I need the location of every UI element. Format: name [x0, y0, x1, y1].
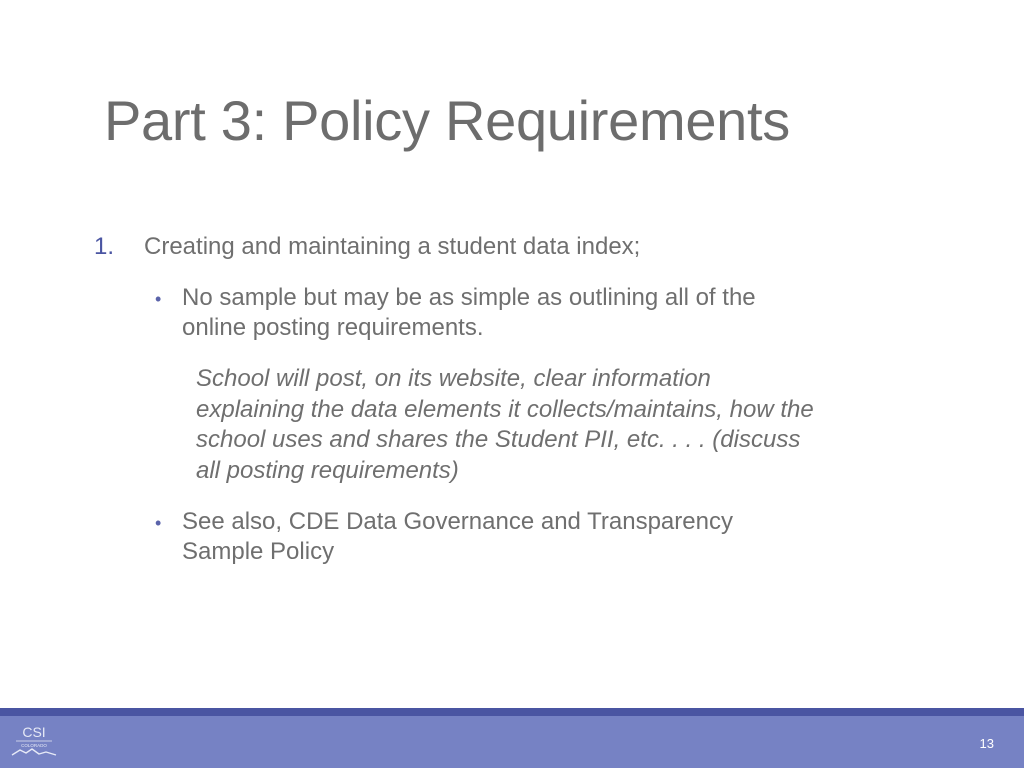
- page-number: 13: [979, 736, 994, 751]
- numbered-item-marker: 1.: [94, 233, 115, 260]
- footer-bar: [0, 716, 1024, 768]
- bullet-line: Sample Policy: [182, 538, 335, 565]
- slide-title: Part 3: Policy Requirements: [104, 89, 790, 152]
- bullet-line: No sample but may be as simple as outlining all of the: [182, 284, 756, 311]
- csi-logo-icon: [10, 722, 58, 762]
- bullet-line: See also, CDE Data Governance and Transparency: [182, 508, 733, 535]
- quote-line: all posting requirements): [196, 456, 459, 484]
- bullet-text-sample: [182, 283, 942, 343]
- bullet-icon: •: [155, 513, 162, 533]
- logo-text: CSI: [22, 724, 46, 740]
- quote-line: school uses and shares the Student PII, etc. . . . (discuss: [196, 426, 801, 453]
- logo-subtext: COLORADO: [21, 743, 47, 748]
- bullet-line: online posting requirements.: [182, 314, 484, 341]
- quote-line: explaining the data elements it collects/maintains, how the: [196, 395, 814, 423]
- footer-divider: [0, 708, 1024, 716]
- bullet-text-see-also: [182, 507, 942, 567]
- quote-line: School will post, on its website, clear information: [196, 365, 711, 392]
- numbered-item-text: Creating and maintaining a student data index;: [144, 233, 641, 260]
- bullet-icon: •: [155, 289, 162, 309]
- example-quote: [196, 364, 956, 486]
